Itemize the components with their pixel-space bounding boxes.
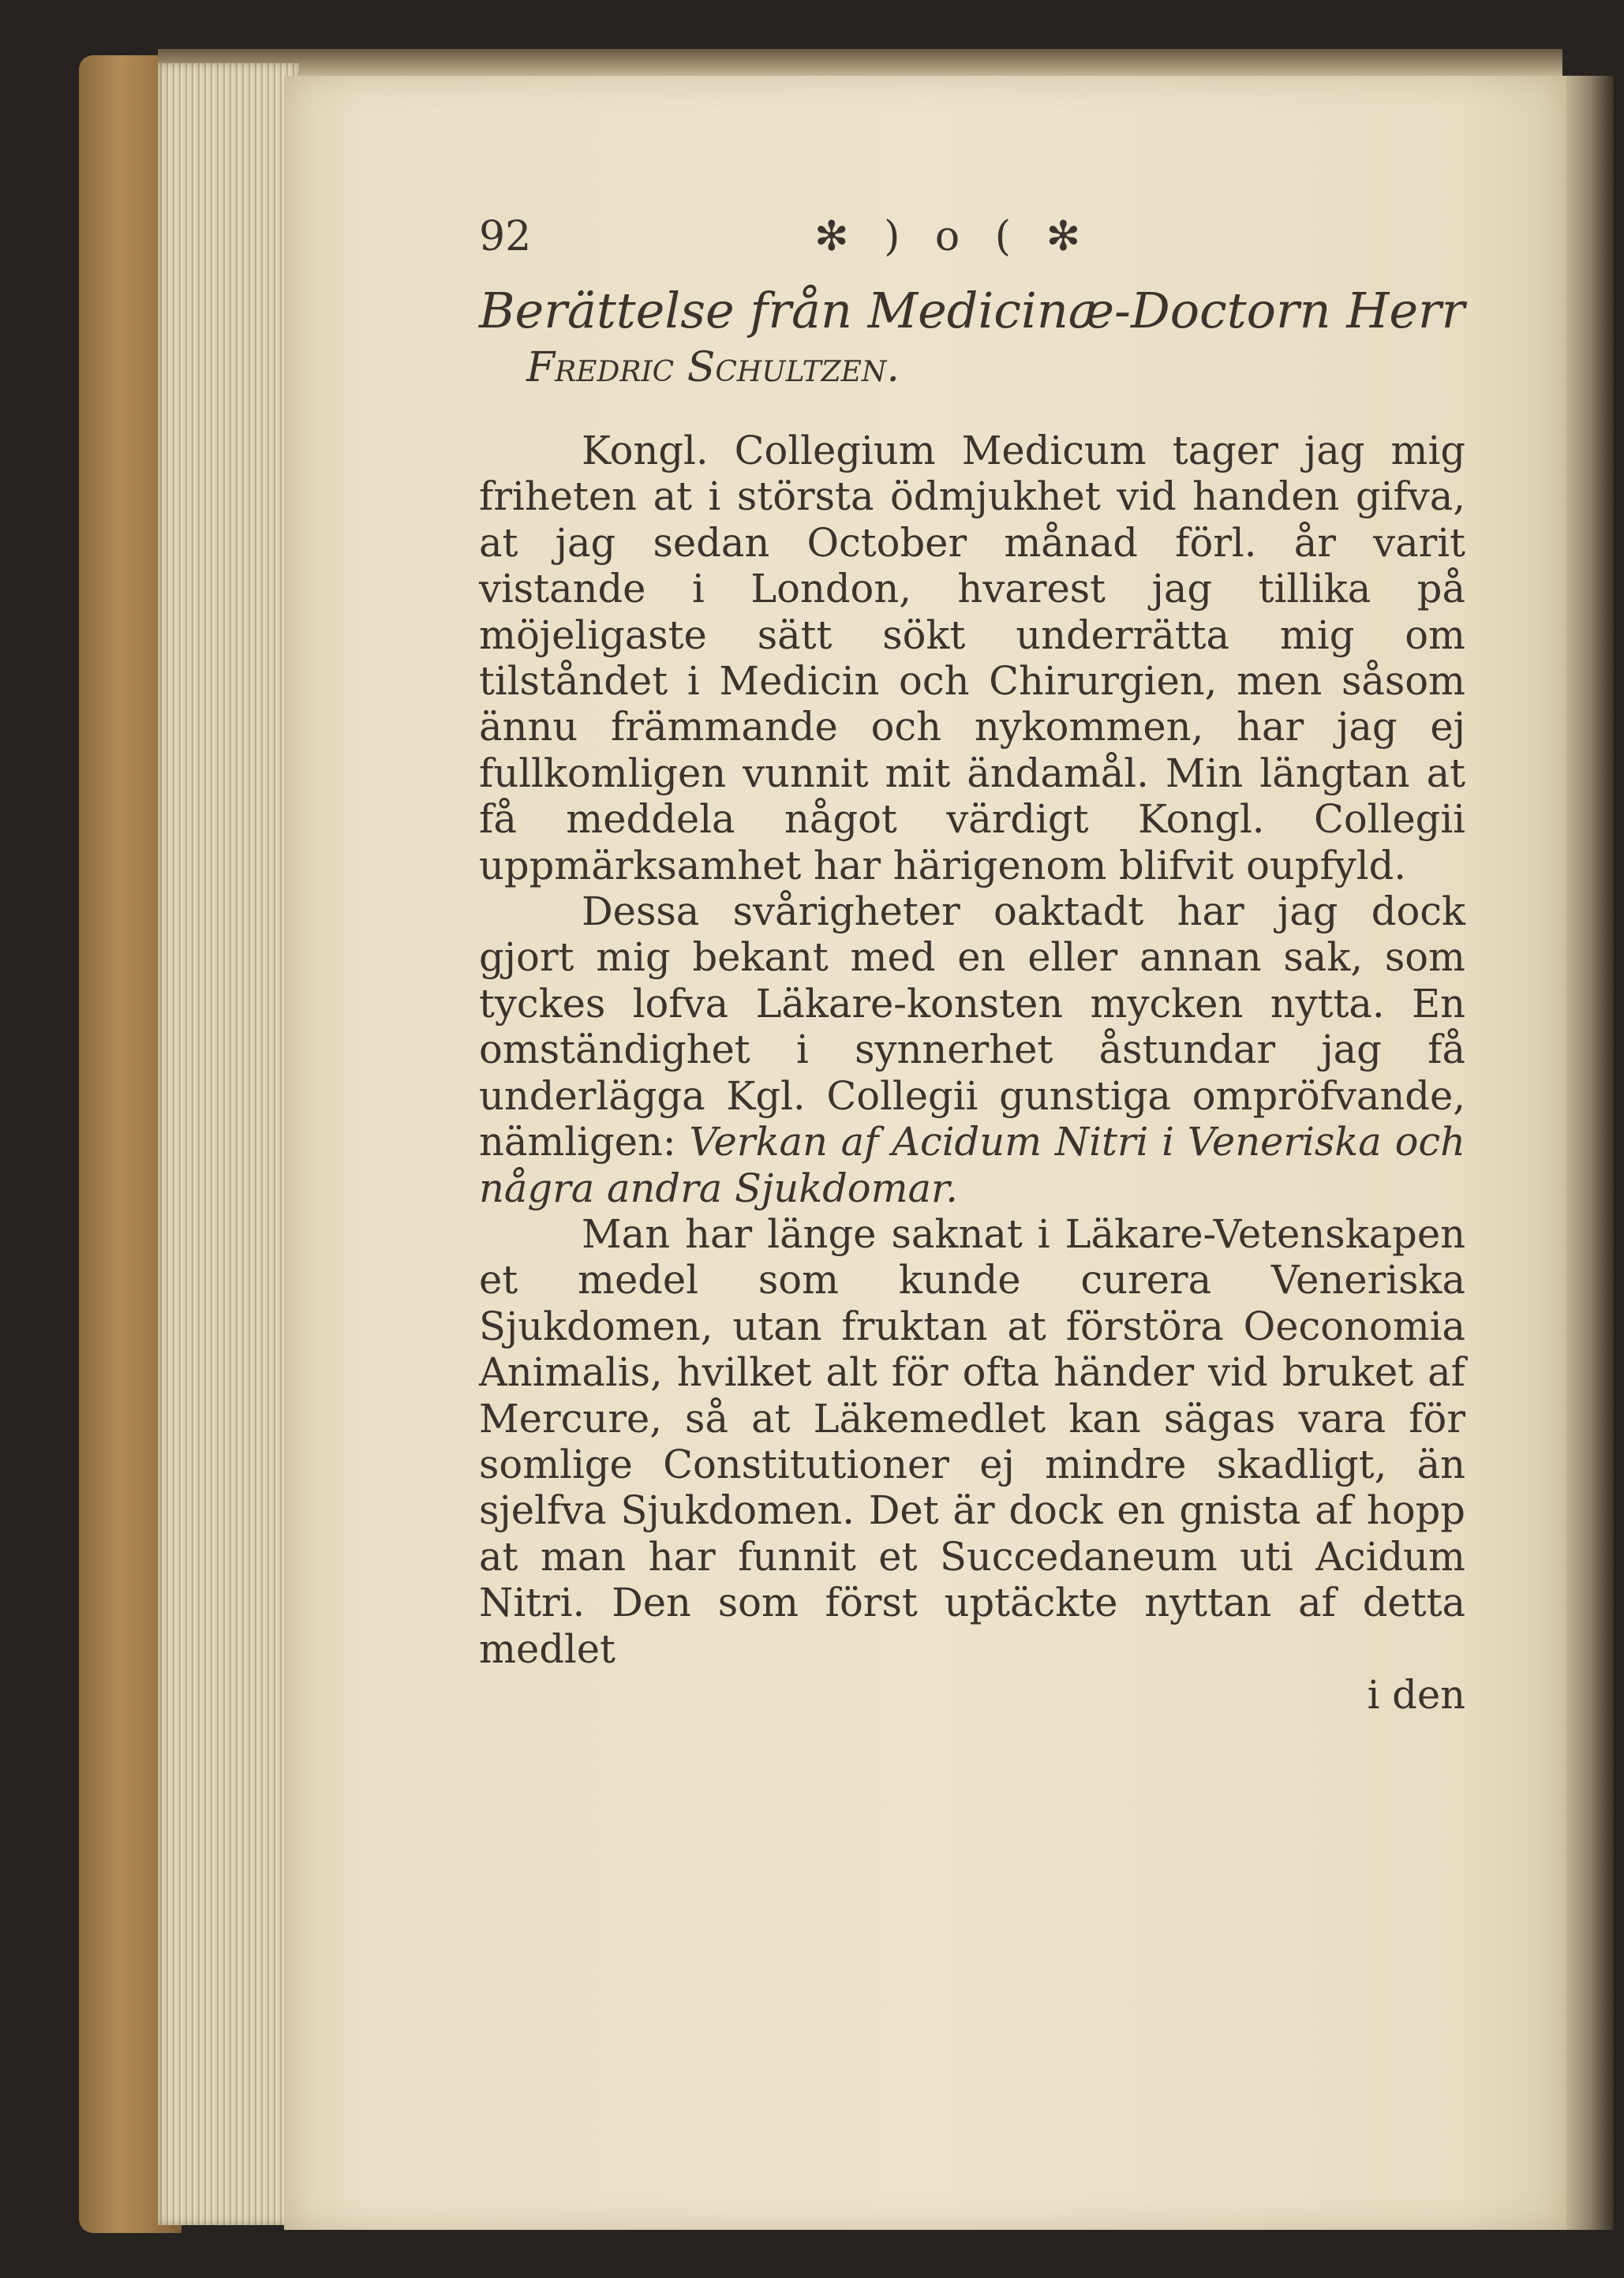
- paragraph-2-italic: Verkan af Acidum Nitri i Veneriska och några andra Sjukdomar.: [479, 1119, 1465, 1211]
- title-text: Berättelse från Medicinæ-Doctorn Herr: [479, 282, 1465, 339]
- page-edges: [158, 63, 300, 2225]
- running-head: [479, 213, 1465, 276]
- paragraph-2-text: Dessa svårigheter oaktadt har jag dock gjort mig bekant med en eller annan sak, som tyckes lofva Läkare-konsten mycken nytta. En omständighet i synnerhet åstundar jag få underlägga Kgl. Collegii gunstiga ompröfvande, nämligen:: [479, 888, 1465, 1165]
- paragraph-1: Kongl. Collegium Medicum tager jag mig friheten at i största ödmjukhet vid handen gifva, at jag sedan October månad förl. år varit vistande i London, hvarest jag tillika på möjeligaste sätt sökt underrätta mig om tilståndet i Medicin och Chirurgien, men såsom ännu främmande och nykommen, har jag ej fullkomligen vunnit mit ändamål. Min längtan at få meddela något värdigt Kongl. Collegii uppmärksamhet har härigenom blifvit oupfyld.: [479, 428, 1465, 888]
- author-name: Fredric Schultzen.: [526, 344, 900, 391]
- catchword: i den: [1367, 1671, 1465, 1718]
- chapter-title: [479, 282, 1465, 396]
- paragraph-2: [479, 888, 1465, 1211]
- header-ornament: ✻ ) o ( ✻: [814, 213, 1092, 260]
- page-text: [479, 213, 1465, 1718]
- page-number: 92: [479, 213, 532, 260]
- page-gutter: [1566, 76, 1614, 2230]
- paragraph-3: Man har länge saknat i Läkare-Vetenskapen et medel som kunde curera Veneriska Sjukdomen, utan fruktan at förstöra Oeconomia Animalis, hvilket alt för ofta händer vid bruket af Mercure, så at Läkemedlet kan sägas vara för somlige Constitutioner ej mindre skadligt, än sjelfva Sjukdomen. Det är dock en gnista af hopp at man har funnit et Succedaneum uti Acidum Nitri. Den som först uptäckte nyttan af detta medlet: [479, 1210, 1465, 1672]
